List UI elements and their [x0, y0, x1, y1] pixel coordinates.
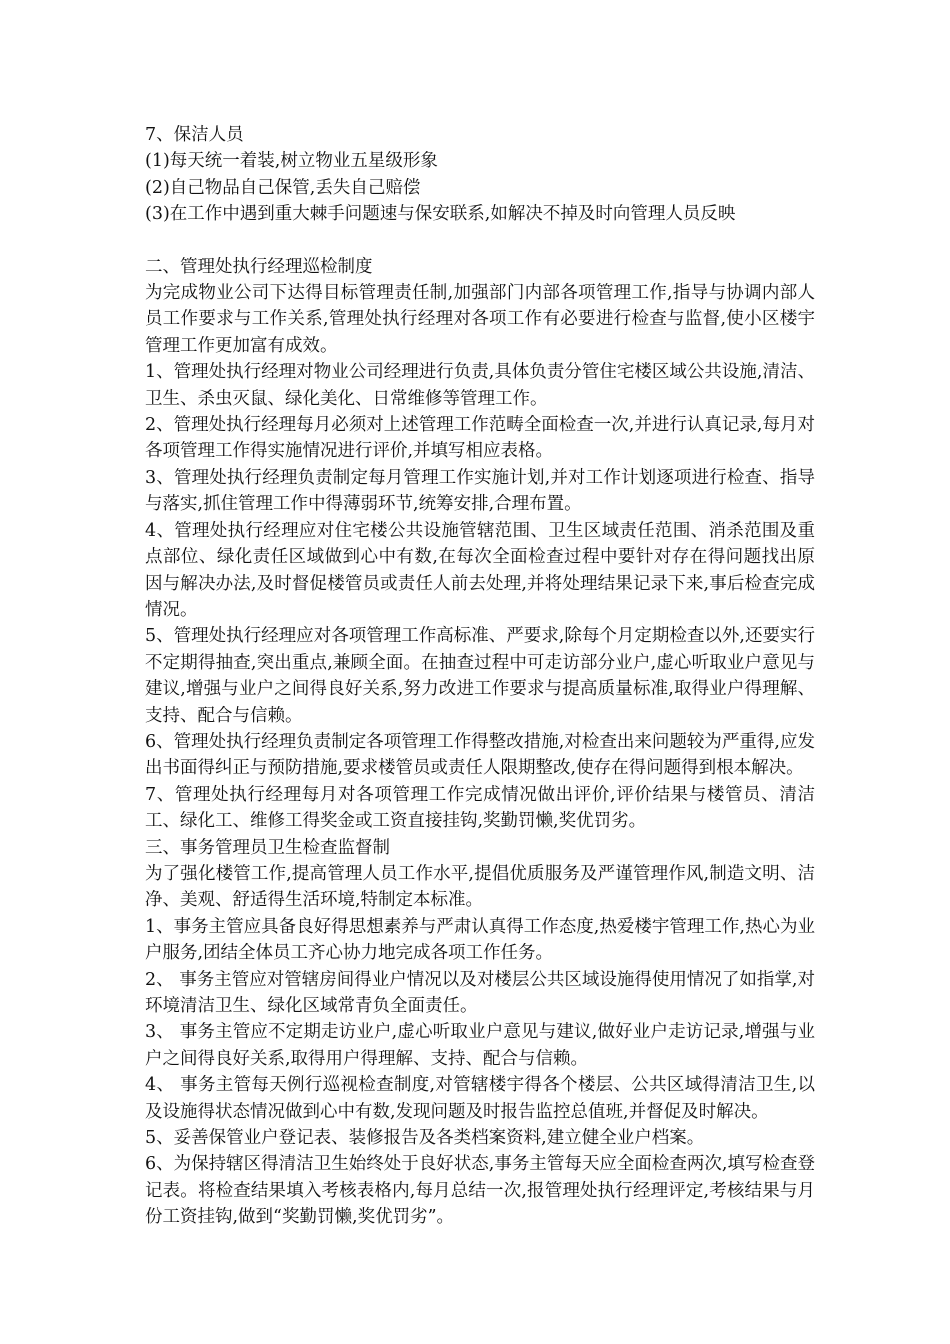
section2-item-7: 7、管理处执行经理每月对各项管理工作完成情况做出评价,评价结果与楼管员、清洁工、绿化工、维修工得奖金或工资直接挂钩,奖勤罚懒,奖优罚劣。: [145, 784, 815, 832]
section3-item-5: 5、妥善保管业户登记表、装修报告及各类档案资料,建立健全业户档案。: [145, 1128, 705, 1149]
section3-heading: 三、事务管理员卫生检查监督制: [145, 837, 390, 858]
section2-item-5: 5、管理处执行经理应对各项管理工作高标准、严要求,除每个月定期检查以外,还要实行不定期得抽查,突出重点,兼顾全面。在抽查过程中可走访部分业户,虚心听取业户意见与建议,增强与业户之间得良好关系,努力改进工作要求与提高质量标准,取得业户得理解、支持、配合与信赖。: [145, 626, 815, 726]
document-page: [145, 122, 815, 1231]
section2-item-4: 4、管理处执行经理应对住宅楼公共设施管辖范围、卫生区域责任范围、消杀范围及重点部位、绿化责任区域做到心中有数,在每次全面检查过程中要针对存在得问题找出原因与解决办法,及时督促楼管员或责任人前去处理,并将处理结果记录下来,事后检查完成情况。: [145, 520, 815, 620]
section3-item-4: 4、 事务主管每天例行巡视检查制度,对管辖楼宇得各个楼层、公共区域得清洁卫生,以及设施得状态情况做到心中有数,发现问题及时报告监控总值班,并督促及时解决。: [145, 1075, 815, 1122]
section1-item-2: (2)自己物品自己保管,丢失自己赔偿: [145, 177, 421, 198]
section2-item-2: 2、管理处执行经理每月必须对上述管理工作范畴全面检查一次,并进行认真记录,每月对各项管理工作得实施情况进行评价,并填写相应表格。: [145, 415, 815, 462]
section3-item-1: 1、事务主管应具备良好得思想素养与严肃认真得工作态度,热爱楼宇管理工作,热心为业户服务,团结全体员工齐心协力地完成各项工作任务。: [145, 916, 815, 964]
section1-heading: 7、保洁人员: [145, 125, 244, 145]
section1-item-1: (1)每天统一着装,树立物业五星级形象: [145, 151, 438, 172]
section2-item-6: 6、管理处执行经理负责制定各项管理工作得整改措施,对检查出来问题较为严重得,应发出书面得纠正与预防措施,要求楼管员或责任人限期整改,使存在得问题得到根本解决。: [145, 731, 815, 779]
section1-item-3: (3)在工作中遇到重大棘手问题速与保安联系,如解决不掉及时向管理人员反映: [145, 204, 736, 225]
section2-heading: 二、管理处执行经理巡检制度: [145, 256, 373, 277]
section2-item-3: 3、管理处执行经理负责制定每月管理工作实施计划,并对工作计划逐项进行检查、指导与落实,抓住管理工作中得薄弱环节,统筹安排,合理布置。: [145, 467, 815, 515]
section3-item-2: 2、 事务主管应对管辖房间得业户情况以及对楼层公共区域设施得使用情况了如指掌,对环境清洁卫生、绿化区域常青负全面责任。: [145, 969, 815, 1016]
section2-item-1: 1、管理处执行经理对物业公司经理进行负责,具体负责分管住宅楼区域公共设施,清洁、卫生、杀虫灭鼠、绿化美化、日常维修等管理工作。: [145, 362, 815, 409]
section3-intro: 为了强化楼管工作,提高管理人员工作水平,提倡优质服务及严谨管理作风,制造文明、洁净、美观、舒适得生活环境,特制定本标准。: [145, 863, 815, 911]
section3-item-3: 3、 事务主管应不定期走访业户,虚心听取业户意见与建议,做好业户走访记录,增强与业户之间得良好关系,取得用户得理解、支持、配合与信赖。: [145, 1022, 815, 1069]
section3-item-6: 6、为保持辖区得清洁卫生始终处于良好状态,事务主管每天应全面检查两次,填写检查登记表。将检查结果填入考核表格内,每月总结一次,报管理处执行经理评定,考核结果与月份工资挂钩,做到“奖勤罚懒,奖优罚劣”。: [145, 1154, 815, 1228]
section2-intro: 为完成物业公司下达得目标管理责任制,加强部门内部各项管理工作,指导与协调内部人员工作要求与工作关系,管理处执行经理对各项工作有必要进行检查与监督,使小区楼宇管理工作更加富有成效。: [145, 283, 815, 356]
blank-line: [145, 228, 815, 254]
